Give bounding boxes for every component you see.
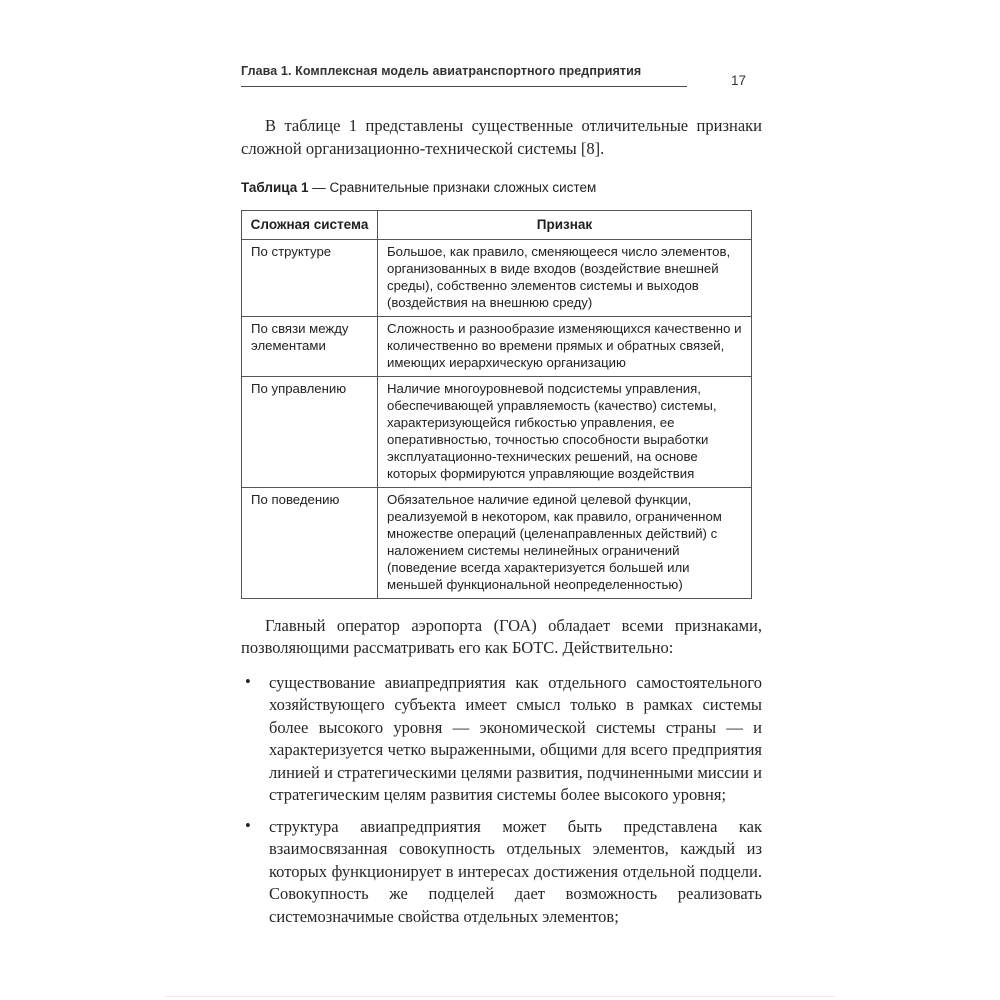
bullet-icon: • — [245, 671, 251, 691]
table-caption-label: Таблица 1 — [241, 180, 309, 195]
column-header-attribute: Признак — [378, 210, 752, 239]
intro-paragraph: В таблице 1 представлены существенные отличительные признаки сложной организационно-технической системы [8]. — [241, 116, 762, 158]
cell-attribute: Наличие многоуровневой подсистемы управления, обеспечивающей управляемость (качество) системы, характеризующейся гибкостью управления, ее оперативностью, точностью способности выработки эксплуатационно-технических решений, на основе которых формируются управляющие воздействия — [378, 376, 752, 487]
chapter-heading: Глава 1. Комплексная модель авиатранспортного предприятия — [241, 64, 687, 87]
cell-attribute: Большое, как правило, сменяющееся число элементов, организованных в виде входов (воздействие внешней среды), собственно элементов системы и выходов (воздействия на внешнюю среду) — [378, 239, 752, 316]
list-item-text: существование авиапредприятия как отдельного самостоятельного хозяйствующего субъекта имеет смысл только в рамках системы более высокого уровня — экономической системы страны — и характеризуется четко выраженными, общими для всего предприятия линией и стратегическими целями развития, подчиненными миссии и стратегическим целям развития системы более высокого уровня; — [269, 672, 762, 804]
cell-attribute: Сложность и разнообразие изменяющихся качественно и количественно во времени прямых и обратных связей, имеющих иерархическую организацию — [378, 316, 752, 376]
cell-aspect: По структуре — [242, 239, 378, 316]
table-row — [242, 316, 752, 376]
table-caption-text: — Сравнительные признаки сложных систем — [312, 180, 597, 195]
page-bottom-edge — [165, 996, 835, 997]
column-header-system: Сложная система — [242, 210, 378, 239]
table-row — [242, 487, 752, 598]
cell-aspect: По поведению — [242, 487, 378, 598]
complex-systems-table — [241, 210, 752, 599]
running-head — [241, 64, 762, 87]
page-content — [241, 64, 762, 937]
table-caption — [241, 179, 762, 196]
bullet-icon: • — [245, 815, 251, 835]
table-row — [242, 376, 752, 487]
list-item-text: структура авиапредприятия может быть представлена как взаимосвязанная совокупность отдельных элементов, каждый из которых функционирует в интересах достижения отдельной подцели. Совокупность же подцелей дает возможность реализовать системозначимые свойства отдельных элементов; — [269, 816, 762, 926]
table-row — [242, 239, 752, 316]
list-item — [241, 672, 762, 807]
table-header-row — [242, 210, 752, 239]
list-item — [241, 816, 762, 929]
cell-aspect: По управлению — [242, 376, 378, 487]
goa-paragraph: Главный оператор аэропорта (ГОА) обладает всеми признаками, позволяющими рассматривать его как БОТС. Действительно: — [241, 615, 762, 657]
page-number: 17 — [731, 73, 747, 88]
bullet-list — [241, 672, 762, 929]
cell-attribute: Обязательное наличие единой целевой функции, реализуемой в некотором, как правило, ограниченном множестве операций (целенаправленных действий) с наложением системы нелинейных ограничений (поведение всегда характеризуется большей или меньшей функциональной неопределенностью) — [378, 487, 752, 598]
cell-aspect: По связи между элементами — [242, 316, 378, 376]
